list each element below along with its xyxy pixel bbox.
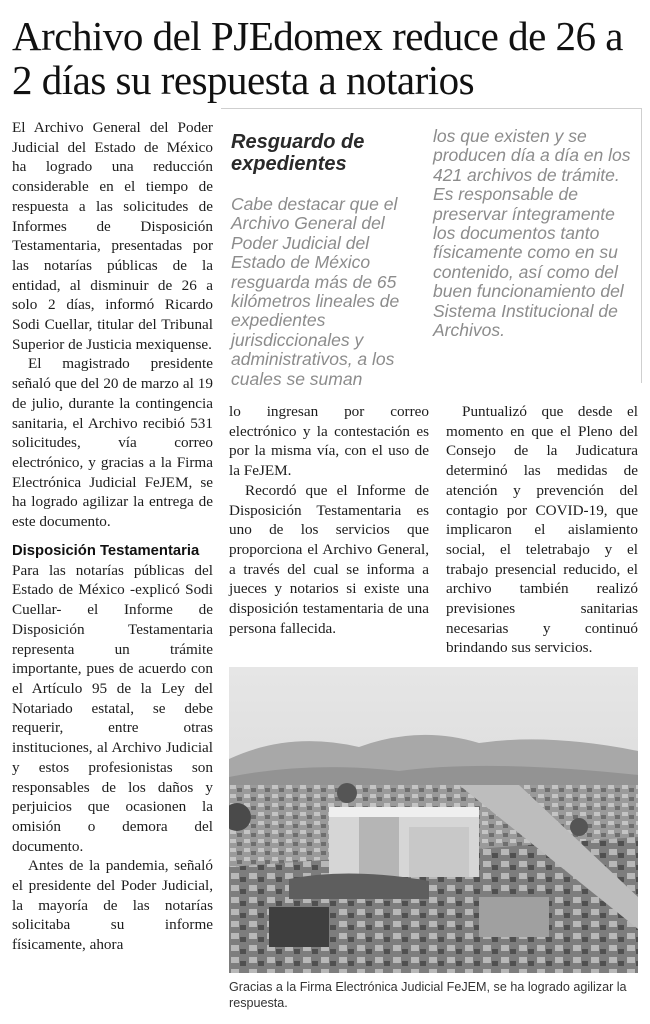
aerial-city-photo (229, 667, 638, 973)
sidebar-text-left: Cabe destacar que el Archivo General del Poder Judicial del Estado de México resguarda más de 65 kilómetros lineales de expedientes jurisdiccionales y administrativos, a los cuales se suman (231, 194, 400, 389)
paragraph: Puntualizó que desde el momento en que el Pleno del Consejo de la Judicatura determinó las medidas de atención y prevención del contagio por COVID-19, que implicaron el aislamiento social, el teletrabajo y el trabajo presencial reducido, el archivo también realizó previsiones sanitarias necesarias y continuó brindando sus servicios. (446, 403, 638, 657)
sidebar-title: Resguardo de expedientes (231, 131, 365, 175)
paragraph: Recordó que el Informe de Disposición Testamentaria es uno de los servicios que proporciona el Archivo General, a través del cual se informa a jueces y notarios si existe una disposición testamentaria de una persona fallecida. (229, 481, 429, 637)
sidebar-paragraph: los que existen y se producen día a día en los 421 archivos de trámite. (433, 126, 631, 185)
paragraph: Para las notarías públicas del Estado de México -explicó Sodi Cuellar- el Informe de Disposición Testamentaria representa un trámite importante, pues de acuerdo con el Artículo 95 de la Ley del Notariado estatal, se debe requerir, entre otras instituciones, al Archivo Judicial y estos profesionistas son responsables de los daños y perjuicios que ocasionen la omisión o demora del documento. (12, 561, 213, 855)
paragraph: Antes de la pandemia, señaló el presidente del Poder Judicial, la mayoría de las notarías solicitaba su informe físicamente, ahora (12, 857, 213, 954)
headline: Archivo del PJEdomex reduce de 26 a 2 días su respuesta a notarios (12, 13, 623, 103)
article-column-2 (229, 402, 429, 638)
paragraph: El magistrado presidente señaló que del 20 de marzo al 19 de julio, durante la contingencia sanitaria, el Archivo recibió 531 solicitudes, vía correo electrónico, y gracias a la Firma Electrónica Judicial FeJEM, se ha logrado agilizar la entrega de este documento. (12, 355, 213, 531)
subheading: Disposición Testamentaria (12, 542, 200, 559)
sidebar-box (221, 108, 642, 389)
paragraph: lo ingresan por correo electrónico y la contestación es por la misma vía, con el uso de la FeJEM. (229, 403, 429, 480)
sidebar-paragraph: Es responsable de preservar íntegramente los documentos tanto físicamente como en su contenido, así como del buen funcionamiento del Sistema Institucional de Archivos. (433, 184, 624, 341)
photo-caption: Gracias a la Firma Electrónica Judicial FeJEM, se ha logrado agilizar la respuesta. (229, 980, 627, 1010)
paragraph: El Archivo General del Poder Judicial del Estado de México ha logrado una reducción considerable en el tiempo de respuesta a las solicitudes de Informes de Disposición Testamentaria, presentadas por las notarías públicas de la entidad, al disminuir de 26 a solo 2 días, informó Ricardo Sodi Cuellar, titular del Tribunal Superior de Justicia mexiquense. (12, 119, 213, 353)
article-column-3 (446, 402, 638, 658)
article-column-1 (12, 118, 213, 955)
photo-illustration (229, 667, 638, 973)
sidebar-text-right (433, 127, 631, 340)
